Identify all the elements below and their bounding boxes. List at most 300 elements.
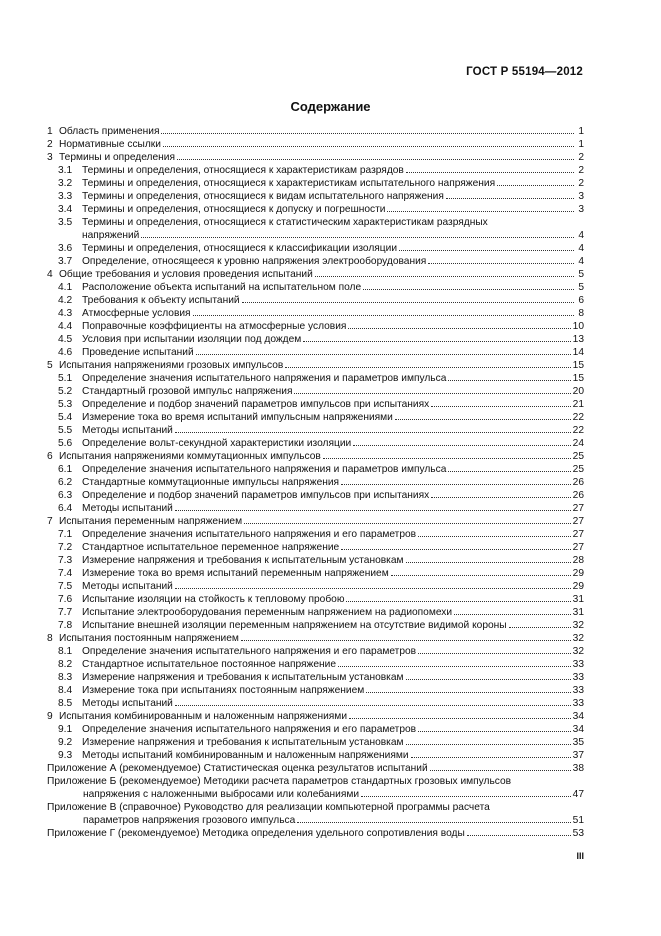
toc-entry-line — [47, 723, 584, 736]
dot-leader — [244, 515, 571, 524]
dot-leader — [361, 788, 571, 797]
toc-entry-line — [47, 515, 584, 528]
toc-entry-page: 37 — [572, 750, 584, 761]
toc-entry-number: 7.3 — [58, 555, 73, 566]
toc-entry-page: 33 — [572, 698, 584, 709]
toc-entry-line — [47, 788, 584, 801]
dot-leader — [418, 528, 571, 537]
toc-entry — [47, 476, 584, 489]
toc-entry-line — [47, 255, 584, 268]
standard-designation: ГОСТ Р 55194—2012 — [466, 66, 583, 78]
toc-entry-title: Термины и определения, относящиеся к видам испытательного напряжения — [82, 191, 444, 202]
toc-entry — [47, 580, 584, 593]
dot-leader — [406, 736, 571, 745]
toc-entry-line — [47, 151, 584, 164]
toc-entry-line — [47, 333, 584, 346]
toc-entry-title: напряжения с наложенными выбросами или колебаниями — [83, 789, 360, 800]
toc-entry-page: 27 — [572, 516, 584, 527]
toc-entry-title: Определение значения испытательного напряжения и его параметров — [82, 529, 417, 540]
toc-entry-line — [47, 203, 584, 216]
toc-entry-number: 9.3 — [58, 750, 73, 761]
toc-entry-title: Приложение В (справочное) Руководство для реализации компьютерной программы расчета — [47, 802, 490, 813]
toc-entry-title: Термины и определения, относящиеся к статистическим характеристикам разрядных — [82, 217, 488, 228]
toc-entry-page: 22 — [572, 412, 584, 423]
toc-entry-line — [47, 164, 584, 177]
toc-entry-title: Стандартное испытательное переменное напряжение — [82, 542, 340, 553]
toc-entry-page: 33 — [572, 672, 584, 683]
toc-entry-title: Определение значения испытательного напряжения и его параметров — [82, 646, 417, 657]
toc-entry-number: 7.1 — [58, 529, 73, 540]
toc-entry-line — [47, 645, 584, 658]
toc-entry — [47, 255, 584, 268]
dot-leader — [406, 671, 571, 680]
dot-leader — [431, 489, 570, 498]
dot-leader — [391, 567, 571, 576]
toc-entry-line — [47, 424, 584, 437]
toc-entry — [47, 658, 584, 671]
toc-entry — [47, 411, 584, 424]
toc-entry-title: Измерение напряжения и требования к испытательным установкам — [82, 672, 404, 683]
dot-leader — [297, 814, 570, 823]
toc-entry — [47, 619, 584, 632]
dot-leader — [346, 593, 570, 602]
toc-entry-title: Стандартные коммутационные импульсы напряжения — [82, 477, 340, 488]
toc-entry-number: 9.1 — [58, 724, 73, 735]
toc-entry-title: Испытания напряжениями грозовых импульсов — [59, 360, 284, 371]
toc-entry — [47, 164, 584, 177]
toc-entry-page: 2 — [578, 178, 584, 189]
toc-entry-line — [47, 463, 584, 476]
dot-leader — [366, 684, 570, 693]
page-title: Содержание — [290, 99, 371, 114]
toc-entry-title: Нормативные ссылки — [59, 139, 161, 150]
toc-entry — [47, 190, 584, 203]
toc-entry-line — [47, 294, 584, 307]
toc-entry-page: 53 — [572, 828, 584, 839]
toc-entry-page: 6 — [578, 295, 584, 306]
toc-entry-line — [47, 385, 584, 398]
toc-entry — [47, 346, 584, 359]
toc-entry — [47, 203, 584, 216]
toc-entry — [47, 775, 584, 801]
dot-leader — [141, 229, 574, 238]
dot-leader — [387, 203, 574, 212]
dot-leader — [430, 762, 571, 771]
toc-entry — [47, 723, 584, 736]
dot-leader — [348, 320, 570, 329]
toc-entry-number: 8.1 — [58, 646, 73, 657]
toc-entry — [47, 372, 584, 385]
toc-entry-line — [47, 190, 584, 203]
toc-entry-number: 6.1 — [58, 464, 73, 475]
dot-leader — [341, 541, 570, 550]
toc-entry-number: 2 — [47, 139, 53, 150]
toc-entry-title: Определение, относящееся к уровню напряжения электрооборудования — [82, 256, 427, 267]
toc-entry-number: 3.3 — [58, 191, 73, 202]
dot-leader — [428, 255, 574, 264]
page-number: III — [576, 851, 584, 861]
toc-entry-number: 1 — [47, 126, 53, 137]
toc-entry-title: Проведение испытаний — [82, 347, 194, 358]
toc-entry-title: Методы испытаний — [82, 698, 173, 709]
toc-entry-line — [47, 359, 584, 372]
toc-entry-title: Испытания постоянным напряжением — [59, 633, 239, 644]
toc-entry-line — [47, 775, 584, 788]
toc-entry-line — [47, 671, 584, 684]
toc-entry-number: 5.2 — [58, 386, 73, 397]
toc-entry — [47, 541, 584, 554]
toc-entry-number: 6.4 — [58, 503, 73, 514]
dot-leader — [241, 632, 571, 641]
toc-entry-title: Методы испытаний комбинированным и наложенным напряжениями — [82, 750, 409, 761]
toc-entry-title: Измерение напряжения и требования к испытательным установкам — [82, 555, 404, 566]
toc-entry — [47, 671, 584, 684]
toc-entry-title: Испытание внешней изоляции переменным напряжением на отсутствие видимой короны — [82, 620, 507, 631]
toc-entry-number: 5.1 — [58, 373, 73, 384]
toc-entry — [47, 268, 584, 281]
toc-entry-page: 33 — [572, 659, 584, 670]
toc-entry-title: Требования к объекту испытаний — [82, 295, 240, 306]
toc-entry-number: 5 — [47, 360, 53, 371]
toc-entry-page: 51 — [572, 815, 584, 826]
toc-entry — [47, 606, 584, 619]
toc-entry-line — [47, 125, 584, 138]
toc-entry — [47, 697, 584, 710]
dot-leader — [497, 177, 574, 186]
table-of-contents — [47, 125, 584, 840]
toc-entry-number: 7.4 — [58, 568, 73, 579]
toc-entry-page: 25 — [572, 464, 584, 475]
toc-entry-page: 8 — [578, 308, 584, 319]
toc-entry-page: 29 — [572, 568, 584, 579]
toc-entry-line — [47, 684, 584, 697]
toc-entry-line — [47, 320, 584, 333]
toc-entry-line — [47, 814, 584, 827]
dot-leader — [341, 476, 571, 485]
toc-entry — [47, 736, 584, 749]
toc-entry-page: 28 — [572, 555, 584, 566]
toc-entry-title: Определение вольт-секундной характеристики изоляции — [82, 438, 352, 449]
toc-entry-title: Испытание изоляции на стойкость к тепловому пробою — [82, 594, 345, 605]
toc-entry — [47, 528, 584, 541]
toc-entry — [47, 463, 584, 476]
toc-entry — [47, 762, 584, 775]
toc-entry — [47, 151, 584, 164]
toc-entry — [47, 645, 584, 658]
toc-entry-number: 3.1 — [58, 165, 73, 176]
toc-entry-title: Измерение тока во время испытаний импульсным напряжениями — [82, 412, 393, 423]
toc-entry-number: 7 — [47, 516, 53, 527]
toc-entry-number: 8.3 — [58, 672, 73, 683]
toc-entry-page: 34 — [572, 724, 584, 735]
toc-entry-page: 32 — [572, 646, 584, 657]
toc-entry-title: Приложение Б (рекомендуемое) Методики расчета параметров стандартных грозовых импульсов — [47, 776, 512, 787]
toc-entry-title: параметров напряжения грозового импульса — [83, 815, 296, 826]
toc-entry-title: Определение значения испытательного напряжения и его параметров — [82, 724, 417, 735]
dot-leader — [431, 398, 570, 407]
toc-entry-number: 3.2 — [58, 178, 73, 189]
toc-entry-line — [47, 528, 584, 541]
toc-entry — [47, 567, 584, 580]
toc-entry-line — [47, 281, 584, 294]
toc-entry-title: Определение значения испытательного напряжения и параметров импульса — [82, 373, 447, 384]
dot-leader — [196, 346, 571, 355]
toc-entry-page: 1 — [578, 126, 584, 137]
toc-entry-title: Методы испытаний — [82, 581, 173, 592]
toc-entry-title: Термины и определения, относящиеся к классификации изоляции — [82, 243, 398, 254]
toc-entry — [47, 593, 584, 606]
toc-entry-title: Определение значения испытательного напряжения и параметров импульса — [82, 464, 447, 475]
toc-entry-title: Методы испытаний — [82, 503, 173, 514]
toc-entry-line — [47, 710, 584, 723]
toc-entry-page: 15 — [572, 373, 584, 384]
toc-entry-page: 4 — [578, 243, 584, 254]
toc-entry-page: 26 — [572, 490, 584, 501]
toc-entry — [47, 554, 584, 567]
toc-entry — [47, 177, 584, 190]
toc-entry-line — [47, 268, 584, 281]
toc-entry — [47, 437, 584, 450]
toc-entry-title: Поправочные коэффициенты на атмосферные условия — [82, 321, 347, 332]
toc-entry-number: 4.6 — [58, 347, 73, 358]
toc-entry-number: 3.4 — [58, 204, 73, 215]
toc-entry — [47, 515, 584, 528]
toc-entry — [47, 749, 584, 762]
toc-entry-number: 5.3 — [58, 399, 73, 410]
toc-entry-title: Испытания переменным напряжением — [59, 516, 243, 527]
toc-entry-number: 3 — [47, 152, 53, 163]
toc-entry-line — [47, 762, 584, 775]
toc-entry-number: 9.2 — [58, 737, 73, 748]
dot-leader — [395, 411, 571, 420]
toc-entry-line — [47, 554, 584, 567]
toc-entry-number: 6.3 — [58, 490, 73, 501]
toc-entry-title: Термины и определения — [59, 152, 175, 163]
toc-entry-line — [47, 398, 584, 411]
toc-entry-line — [47, 346, 584, 359]
toc-entry-number: 7.2 — [58, 542, 73, 553]
toc-entry-page: 34 — [572, 711, 584, 722]
toc-entry-page: 29 — [572, 581, 584, 592]
toc-entry — [47, 398, 584, 411]
toc-entry-page: 24 — [572, 438, 584, 449]
dot-leader — [175, 580, 571, 589]
toc-entry — [47, 450, 584, 463]
toc-entry — [47, 359, 584, 372]
toc-entry-title: Приложение А (рекомендуемое) Статистическая оценка результатов испытаний — [47, 763, 428, 774]
toc-entry-title: Измерение тока при испытаниях постоянным напряжением — [82, 685, 365, 696]
toc-entry — [47, 424, 584, 437]
toc-entry-title: Методы испытаний — [82, 425, 173, 436]
toc-entry — [47, 827, 584, 840]
toc-entry — [47, 333, 584, 346]
toc-entry-page: 2 — [578, 165, 584, 176]
toc-entry — [47, 489, 584, 502]
toc-entry-page: 27 — [572, 503, 584, 514]
dot-leader — [175, 424, 571, 433]
dot-leader — [323, 450, 571, 459]
toc-entry-line — [47, 619, 584, 632]
toc-entry — [47, 281, 584, 294]
toc-entry-title: Термины и определения, относящиеся к допуску и погрешности — [82, 204, 386, 215]
toc-entry-number: 7.5 — [58, 581, 73, 592]
toc-entry-number: 3.5 — [58, 217, 73, 228]
dot-leader — [467, 827, 571, 836]
dot-leader — [242, 294, 574, 303]
dot-leader — [448, 463, 570, 472]
toc-entry — [47, 632, 584, 645]
toc-entry — [47, 138, 584, 151]
toc-entry-line — [47, 437, 584, 450]
dot-leader — [349, 710, 571, 719]
toc-entry-title: Испытание электрооборудования переменным напряжением на радиопомехи — [82, 607, 453, 618]
toc-entry-page: 38 — [572, 763, 584, 774]
toc-entry-page: 32 — [572, 633, 584, 644]
toc-entry-number: 7.7 — [58, 607, 73, 618]
toc-entry — [47, 710, 584, 723]
toc-entry-page: 4 — [578, 256, 584, 267]
toc-entry-title: Атмосферные условия — [82, 308, 191, 319]
toc-entry-title: Условия при испытании изоляции под дождем — [82, 334, 302, 345]
toc-entry-title: Измерение тока во время испытаний переменным напряжением — [82, 568, 389, 579]
toc-entry-page: 32 — [572, 620, 584, 631]
toc-entry-line — [47, 827, 584, 840]
toc-entry-page: 25 — [572, 451, 584, 462]
toc-entry-page: 14 — [572, 347, 584, 358]
toc-entry-page: 3 — [578, 204, 584, 215]
toc-entry-line — [47, 229, 584, 242]
toc-entry — [47, 125, 584, 138]
toc-entry-page: 47 — [572, 789, 584, 800]
toc-entry-number: 4.4 — [58, 321, 73, 332]
toc-entry-line — [47, 307, 584, 320]
toc-entry-page: 27 — [572, 542, 584, 553]
toc-entry-line — [47, 801, 584, 814]
toc-entry — [47, 502, 584, 515]
toc-entry-page: 31 — [572, 607, 584, 618]
toc-entry-number: 6.2 — [58, 477, 73, 488]
dot-leader — [163, 138, 574, 147]
toc-entry-title: Область применения — [59, 126, 160, 137]
toc-entry-line — [47, 658, 584, 671]
toc-entry-page: 33 — [572, 685, 584, 696]
dot-leader — [406, 554, 571, 563]
toc-entry-number: 4.1 — [58, 282, 73, 293]
dot-leader — [175, 697, 571, 706]
toc-entry-title: Термины и определения, относящиеся к характеристикам разрядов — [82, 165, 404, 176]
toc-entry-line — [47, 580, 584, 593]
toc-entry-number: 8 — [47, 633, 53, 644]
dot-leader — [161, 125, 574, 134]
toc-entry-number: 4 — [47, 269, 53, 280]
toc-entry — [47, 320, 584, 333]
toc-entry-page: 1 — [578, 139, 584, 150]
toc-entry-page: 5 — [578, 269, 584, 280]
dot-leader — [399, 242, 574, 251]
toc-entry — [47, 307, 584, 320]
toc-entry-number: 3.7 — [58, 256, 73, 267]
toc-entry-title: Стандартное испытательное постоянное напряжение — [82, 659, 337, 670]
toc-entry-page: 2 — [578, 152, 584, 163]
toc-entry-title: напряжений — [82, 230, 140, 241]
toc-entry-number: 5.4 — [58, 412, 73, 423]
toc-entry-line — [47, 567, 584, 580]
toc-entry-page: 31 — [572, 594, 584, 605]
dot-leader — [303, 333, 570, 342]
toc-entry-page: 26 — [572, 477, 584, 488]
toc-entry-line — [47, 697, 584, 710]
dot-leader — [338, 658, 571, 667]
toc-entry — [47, 684, 584, 697]
toc-entry-page: 15 — [572, 360, 584, 371]
toc-entry-title: Определение и подбор значений параметров импульсов при испытаниях — [82, 490, 430, 501]
toc-entry-page: 5 — [578, 282, 584, 293]
toc-entry — [47, 801, 584, 827]
dot-leader — [315, 268, 574, 277]
toc-entry — [47, 385, 584, 398]
toc-entry-line — [47, 177, 584, 190]
toc-entry-number: 7.6 — [58, 594, 73, 605]
toc-entry-number: 5.6 — [58, 438, 73, 449]
dot-leader — [175, 502, 571, 511]
toc-entry-line — [47, 502, 584, 515]
dot-leader — [177, 151, 574, 160]
toc-entry — [47, 294, 584, 307]
toc-entry-page: 10 — [572, 321, 584, 332]
toc-entry-number: 7.8 — [58, 620, 73, 631]
toc-entry-number: 6 — [47, 451, 53, 462]
toc-entry-number: 9 — [47, 711, 53, 722]
dot-leader — [509, 619, 571, 628]
toc-entry-line — [47, 138, 584, 151]
toc-entry-number: 8.2 — [58, 659, 73, 670]
toc-entry-title: Термины и определения, относящиеся к характеристикам испытательного напряжения — [82, 178, 496, 189]
dot-leader — [294, 385, 570, 394]
dot-leader — [411, 749, 571, 758]
toc-entry-line — [47, 593, 584, 606]
toc-entry-title: Приложение Г (рекомендуемое) Методика определения удельного сопротивления воды — [47, 828, 465, 839]
toc-entry-line — [47, 606, 584, 619]
toc-entry-page: 20 — [572, 386, 584, 397]
toc-entry — [47, 242, 584, 255]
toc-entry-number: 4.3 — [58, 308, 73, 319]
toc-entry-line — [47, 450, 584, 463]
toc-entry-page: 22 — [572, 425, 584, 436]
toc-entry-page: 27 — [572, 529, 584, 540]
dot-leader — [446, 190, 574, 199]
toc-entry-title: Испытания комбинированным и наложенным напряжениями — [59, 711, 348, 722]
dot-leader — [353, 437, 570, 446]
dot-leader — [448, 372, 570, 381]
toc-entry-title: Испытания напряжениями коммутационных импульсов — [59, 451, 321, 462]
toc-entry-line — [47, 632, 584, 645]
toc-entry-line — [47, 411, 584, 424]
toc-entry-title: Определение и подбор значений параметров импульсов при испытаниях — [82, 399, 430, 410]
toc-entry-line — [47, 242, 584, 255]
dot-leader — [418, 723, 571, 732]
toc-entry-number: 3.6 — [58, 243, 73, 254]
toc-entry-title: Стандартный грозовой импульс напряжения — [82, 386, 293, 397]
toc-entry-title: Расположение объекта испытаний на испытательном поле — [82, 282, 362, 293]
toc-entry-title: Общие требования и условия проведения испытаний — [59, 269, 313, 280]
dot-leader — [193, 307, 574, 316]
toc-entry-line — [47, 216, 584, 229]
toc-entry-page: 4 — [578, 230, 584, 241]
toc-entry-number: 8.4 — [58, 685, 73, 696]
toc-entry-page: 21 — [572, 399, 584, 410]
toc-entry-line — [47, 736, 584, 749]
toc-entry-line — [47, 541, 584, 554]
